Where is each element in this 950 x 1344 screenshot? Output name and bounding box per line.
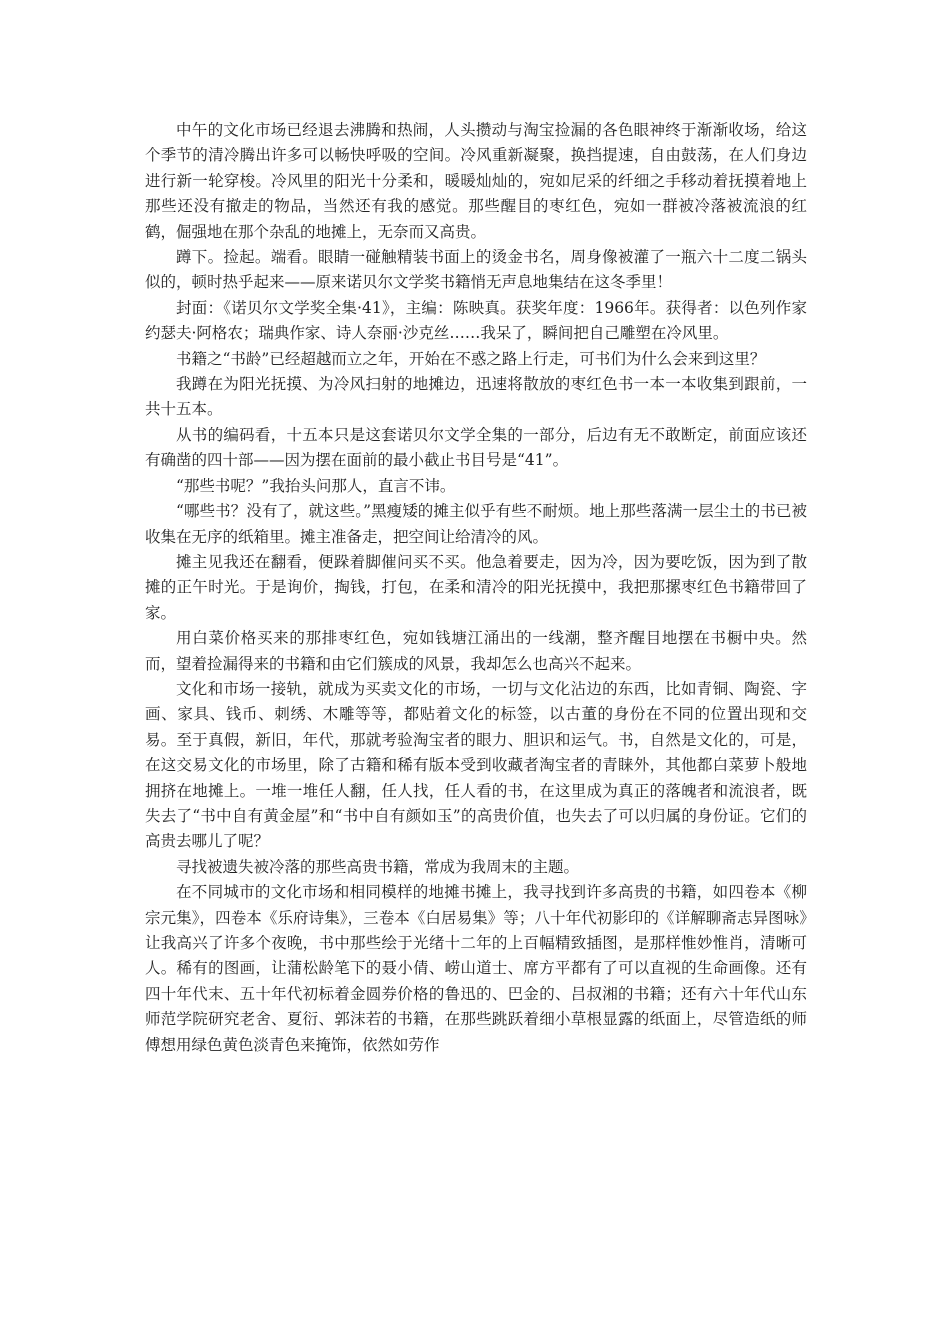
paragraph-7: “那些书呢？”我抬头问那人，直言不讳。 xyxy=(176,476,456,495)
paragraph-6: 从书的编码看，十五本只是这套诺贝尔文学全集的一部分，后边有无不敢断定，前面应该还有确凿的四十部——因为摆在面前的最小截止书目号是“41”。 xyxy=(145,425,807,470)
paragraph-5: 我蹲在为阳光抚摸、为冷风扫射的地摊边，迅速将散放的枣红色书一本一本收集到跟前，一共十五本。 xyxy=(145,375,807,419)
paragraph-4: 书籍之“书龄”已经超越而立之年，开始在不惑之路上行走，可书们为什么会来到这里？ xyxy=(176,349,766,368)
paragraph-1: 中午的文化市场已经退去沸腾和热闹，人头攒动与淘宝捡漏的各色眼神终于渐渐收场，给这个季节的清冷腾出许多可以畅快呼吸的空间。冷风重新凝聚，换挡提速，自由鼓荡，在人们身边进行新一轮穿梭。冷风里的阳光十分柔和，暖暖灿灿的，宛如尼采的纤细之手移动着抚摸着地上那些还没有撤走的物品，当然还有我的感觉。那些醒目的枣红色，宛如一群被冷落被流浪的红鹤，倔强地在那个杂乱的地摊上，无奈而又高贵。 xyxy=(145,121,807,241)
paragraph-9: 摊主见我还在翻看，便跺着脚催问买不买。他急着要走，因为冷，因为要吃饭，因为到了散摊的正午时光。于是询价，掏钱，打包，在柔和清冷的阳光抚摸中，我把那摞枣红色书籍带回了家。 xyxy=(145,552,807,622)
paragraph-8: “哪些书？没有了，就这些。”黑瘦矮的摊主似乎有些不耐烦。地上那些落满一层尘土的书已被收集在无序的纸箱里。摊主准备走，把空间让给清冷的风。 xyxy=(145,502,807,546)
paragraph-13: 在不同城市的文化市场和相同模样的地摊书摊上，我寻找到许多高贵的书籍，如四卷本《柳宗元集》，四卷本《乐府诗集》，三卷本《白居易集》等；八十年代初影印的《详解聊斋志异图咏》让我高兴了许多个夜晚，书中那些绘于光绪十二年的上百幅精致插图，是那样惟妙惟肖，清晰可人。稀有的图画，让蒲松龄笔下的聂小倩、崂山道士、席方平都有了可以直视的生命画像。还有四十年代末、五十年代初标着金圆券价格的鲁迅的、巴金的、吕叔湘的书籍；还有六十年代山东师范学院研究老舍、夏衍、郭沫若的书籍，在那些跳跃着细小草根显露的纸面上，尽管造纸的师傅想用绿色黄色淡青色来掩饰，依然如劳作 xyxy=(145,883,807,1054)
paragraph-3: 封面：《诺贝尔文学奖全集·41》，主编：陈映真。获奖年度：1966年。获得者：以色列作家约瑟夫·阿格农；瑞典作家、诗人奈丽·沙克丝……我呆了，瞬间把自己雕塑在冷风里。 xyxy=(145,298,807,343)
article-body xyxy=(145,118,807,1058)
paragraph-11: 文化和市场一接轨，就成为买卖文化的市场，一切与文化沾边的东西，比如青铜、陶瓷、字画、家具、钱币、刺绣、木雕等等，都贴着文化的标签，以古董的身份在不同的位置出现和交易。至于真假，新旧，年代，那就考验淘宝者的眼力、胆识和运气。书，自然是文化的，可是，在这交易文化的市场里，除了古籍和稀有版本受到收藏者淘宝者的青睐外，其他都白菜萝卜般地拥挤在地摊上。一堆一堆任人翻，任人找，任人看的书，在这里成为真正的落魄者和流浪者，既失去了“书中自有黄金屋”和“书中自有颜如玉”的高贵价值，也失去了可以归属的身份证。它们的高贵去哪儿了呢？ xyxy=(145,679,807,851)
paragraph-10: 用白菜价格买来的那排枣红色，宛如钱塘江涌出的一线潮，整齐醒目地摆在书橱中央。然而，望着捡漏得来的书籍和由它们簇成的风景，我却怎么也高兴不起来。 xyxy=(145,629,807,673)
paragraph-2: 蹲下。捡起。端看。眼睛一碰触精装书面上的烫金书名，周身像被灌了一瓶六十二度二锅头似的，顿时热乎起来——原来诺贝尔文学奖书籍悄无声息地集结在这冬季里！ xyxy=(145,248,807,292)
paragraph-12: 寻找被遗失被冷落的那些高贵书籍，常成为我周末的主题。 xyxy=(176,857,580,876)
